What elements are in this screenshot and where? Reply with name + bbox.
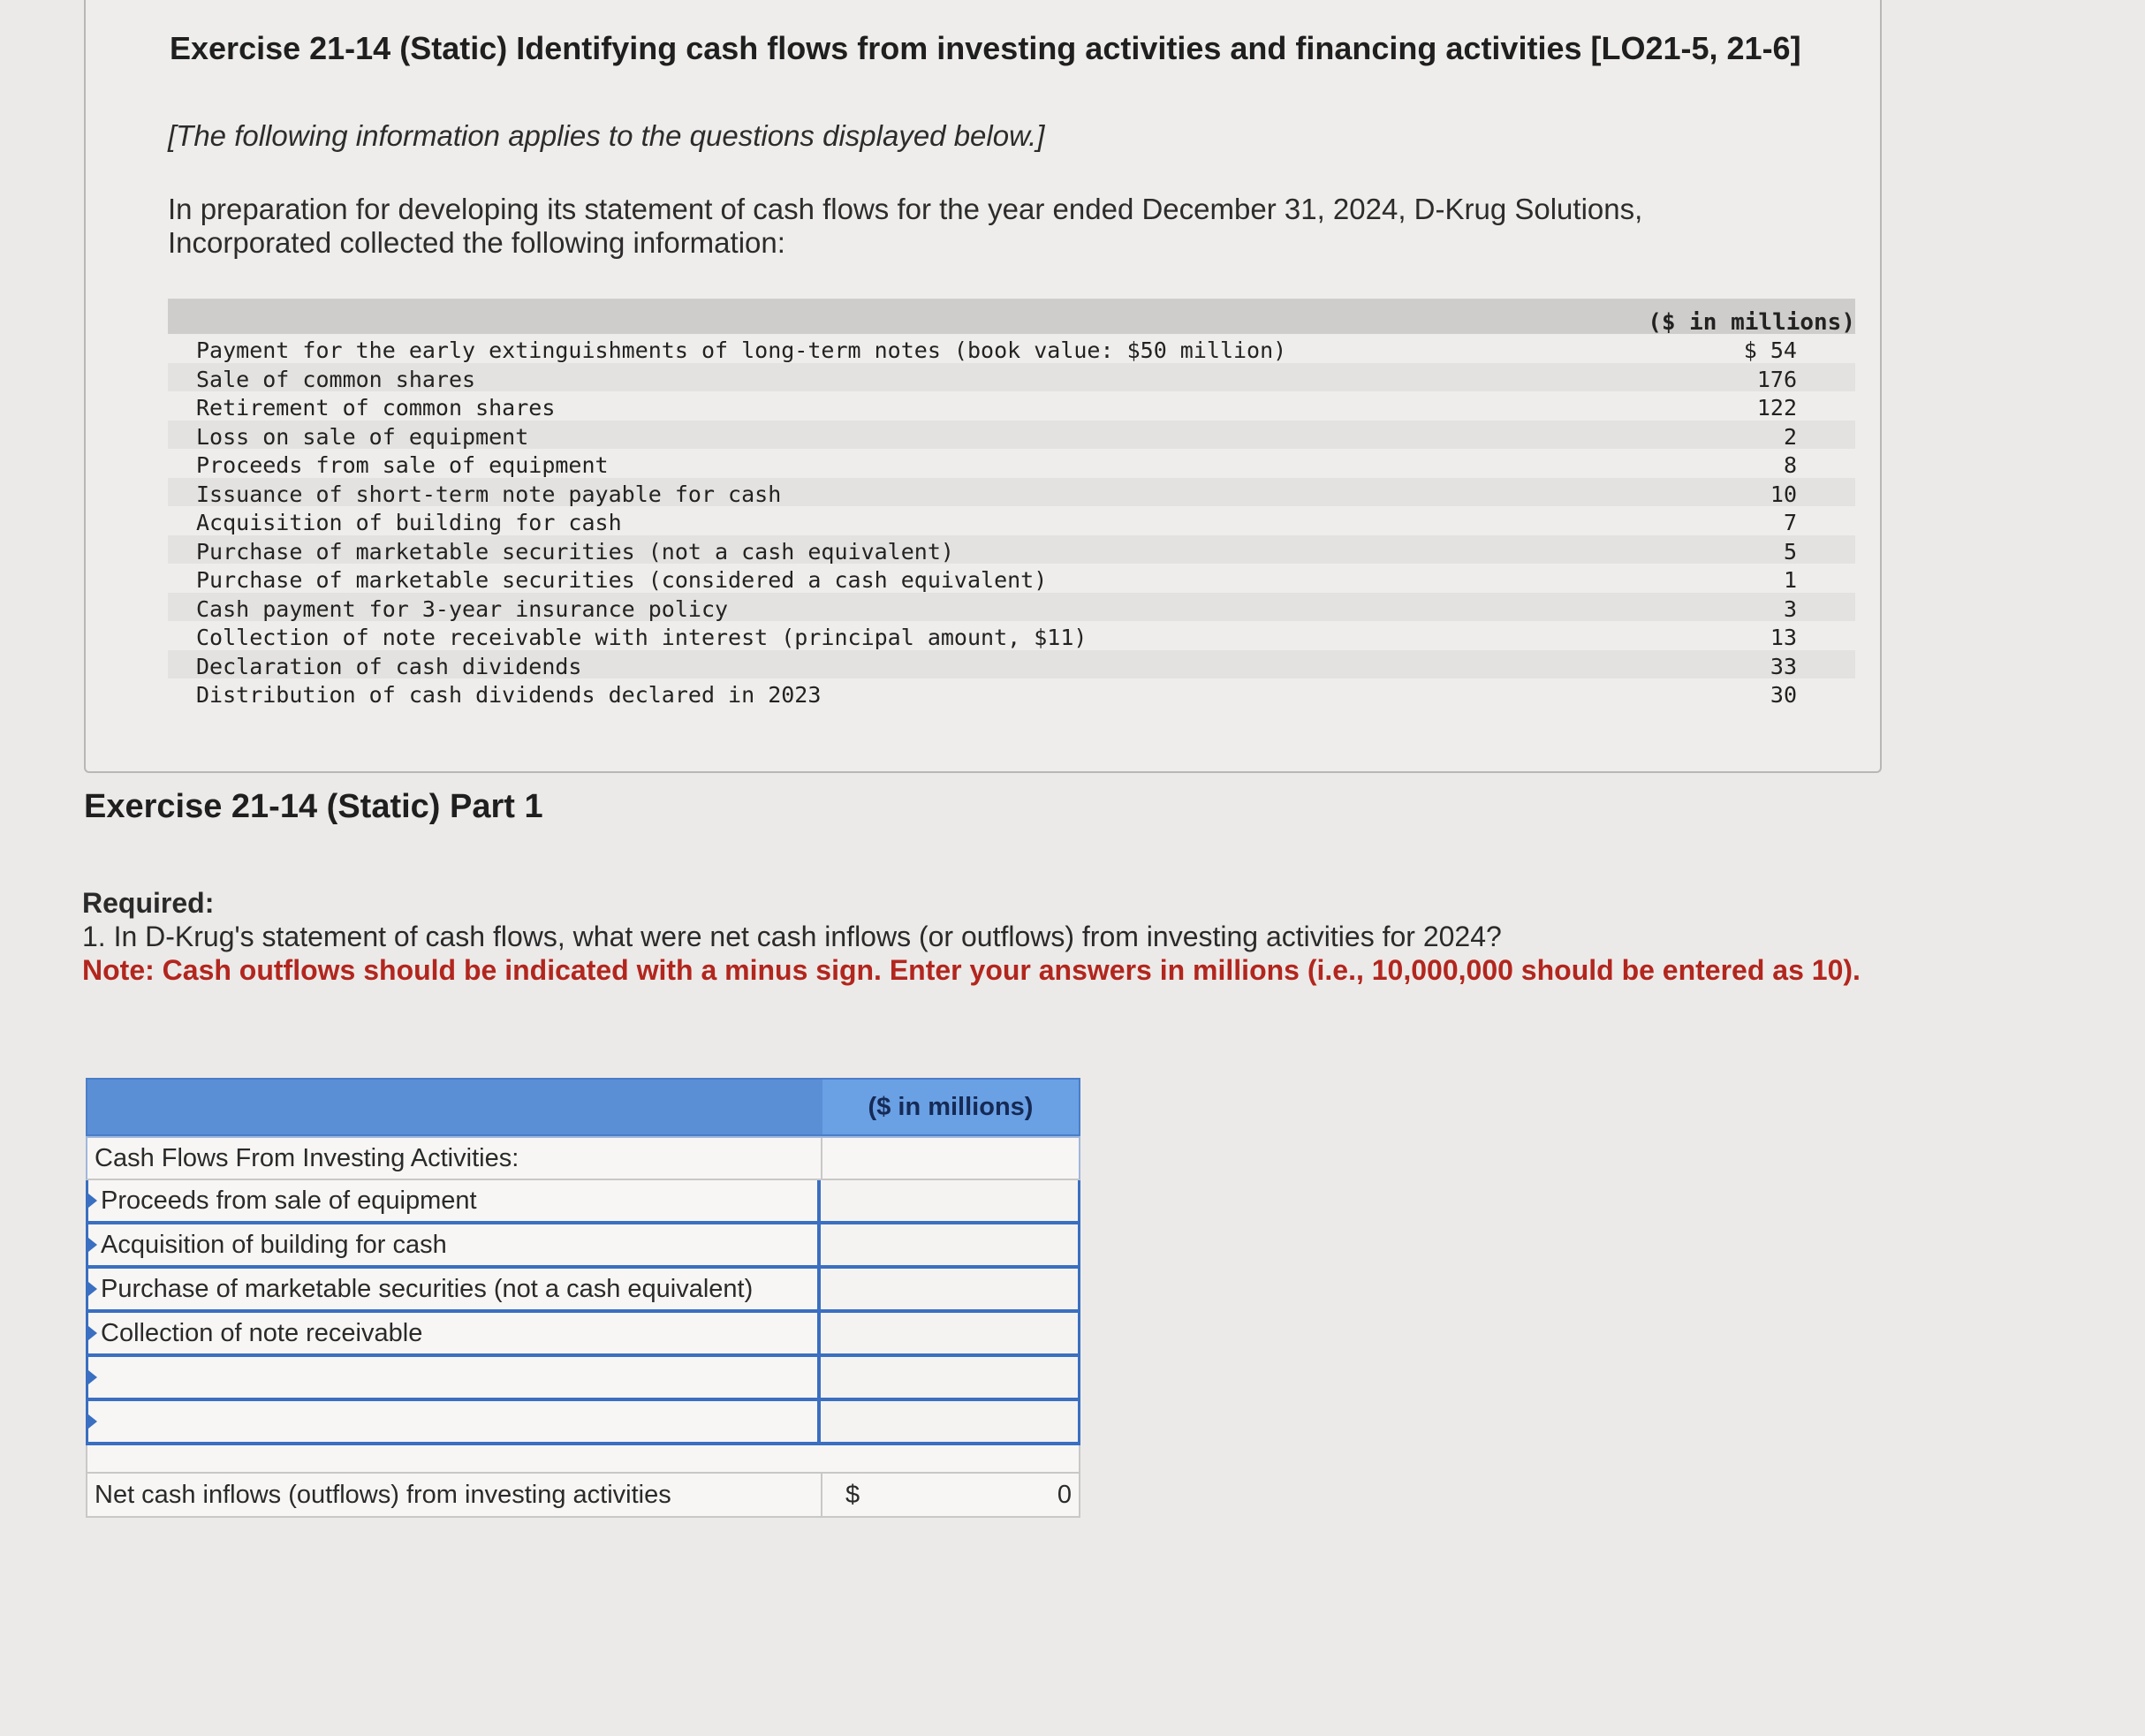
data-row-value: 30 <box>1770 682 1797 708</box>
data-row-value: 2 <box>1783 423 1797 450</box>
data-row <box>168 334 1855 363</box>
answer-row-label: Acquisition of building for cash <box>101 1230 447 1259</box>
data-row-label: Distribution of cash dividends declared in 2023 <box>196 682 822 708</box>
data-row <box>168 506 1855 535</box>
data-table-header <box>168 299 1855 334</box>
data-row-value: 10 <box>1770 481 1797 507</box>
answer-table <box>86 1078 1080 1518</box>
data-row <box>168 564 1855 593</box>
row-marker-icon <box>88 1326 97 1340</box>
data-row-label: Sale of common shares <box>196 366 476 392</box>
answer-row <box>86 1224 1080 1269</box>
data-row-label: Declaration of cash dividends <box>196 653 582 679</box>
data-row <box>168 535 1855 565</box>
data-row-label: Collection of note receivable with interest (principal amount, $11) <box>196 625 1088 650</box>
row-marker-icon <box>88 1370 97 1384</box>
data-row-label: Acquisition of building for cash <box>196 510 622 535</box>
data-row-value: 8 <box>1783 452 1797 478</box>
question-text: 1. In D-Krug's statement of cash flows, what were net cash inflows (or outflows) from investing activities for 2024? <box>82 921 1502 952</box>
answer-row <box>86 1313 1080 1357</box>
row-marker-icon <box>88 1238 97 1252</box>
row-marker-icon <box>88 1414 97 1429</box>
part-title: Exercise 21-14 (Static) Part 1 <box>84 788 543 825</box>
answer-amount-input[interactable] <box>821 1401 1078 1442</box>
answer-row-label: Proceeds from sale of equipment <box>101 1186 477 1215</box>
data-row <box>168 621 1855 650</box>
total-currency: $ <box>845 1480 860 1509</box>
data-row-label: Proceeds from sale of equipment <box>196 452 609 478</box>
row-marker-icon <box>88 1194 97 1208</box>
data-row-label: Payment for the early extinguishments of long-term notes (book value: $50 million) <box>196 337 1287 363</box>
instruction-note: Note: Cash outflows should be indicated with a minus sign. Enter your answers in millions (i.e., 10,000,000 should be entered as 10). <box>82 954 1861 986</box>
data-row-value: 7 <box>1783 510 1797 535</box>
data-row-value: $ 54 <box>1743 337 1797 363</box>
total-value: 0 <box>1057 1480 1072 1509</box>
unit-header: ($ in millions) <box>1648 309 1855 336</box>
answer-row <box>86 1180 1080 1224</box>
data-row-label: Purchase of marketable securities (not a cash equivalent) <box>196 538 954 565</box>
data-row <box>168 363 1855 392</box>
total-label: Net cash inflows (outflows) from investing activities <box>87 1474 822 1516</box>
answer-row <box>86 1401 1080 1445</box>
data-row-value: 33 <box>1770 653 1797 679</box>
answer-row-label: Collection of note receivable <box>101 1318 423 1347</box>
data-row <box>168 478 1855 507</box>
answer-unit-header: ($ in millions) <box>822 1080 1079 1134</box>
data-row-value: 122 <box>1756 395 1797 421</box>
answer-amount-input[interactable] <box>821 1180 1078 1221</box>
data-row-value: 5 <box>1783 538 1797 565</box>
answer-amount-input[interactable] <box>821 1224 1078 1265</box>
data-row-label: Retirement of common shares <box>196 395 556 421</box>
exercise-title: Exercise 21-14 (Static) Identifying cash flows from investing activities and financing activities [LO21-5, 21-6] <box>170 30 1801 66</box>
data-row-value: 176 <box>1756 366 1797 392</box>
data-row <box>168 593 1855 622</box>
answer-amount-input[interactable] <box>821 1313 1078 1353</box>
required-label: Required: <box>82 887 215 919</box>
data-row-value: 3 <box>1783 595 1797 622</box>
answer-row <box>86 1357 1080 1401</box>
data-row <box>168 449 1855 478</box>
data-row <box>168 650 1855 679</box>
data-row <box>168 391 1855 421</box>
answer-row-label: Purchase of marketable securities (not a cash equivalent) <box>101 1274 754 1303</box>
answer-amount-input[interactable] <box>821 1269 1078 1309</box>
data-row <box>168 678 1855 708</box>
data-row-label: Loss on sale of equipment <box>196 423 529 450</box>
answer-table-header <box>86 1078 1080 1136</box>
intro-note: [The following information applies to the questions displayed below.] <box>168 119 1045 152</box>
data-row-label: Cash payment for 3-year insurance policy <box>196 595 729 622</box>
section-row <box>86 1136 1080 1180</box>
answer-row <box>86 1269 1080 1313</box>
answer-amount-input[interactable] <box>821 1357 1078 1398</box>
data-row-value: 13 <box>1770 625 1797 650</box>
total-row <box>86 1472 1080 1518</box>
row-marker-icon <box>88 1282 97 1296</box>
intro-text: In preparation for developing its statement of cash flows for the year ended December 31, 2024, D-Krug Solutions, Incorporated collected the following information: <box>168 193 1643 259</box>
data-table <box>168 299 1855 708</box>
data-row <box>168 421 1855 450</box>
data-row-value: 1 <box>1783 567 1797 593</box>
required-section <box>82 886 1867 987</box>
section-label: Cash Flows From Investing Activities: <box>87 1138 822 1179</box>
data-row-label: Purchase of marketable securities (considered a cash equivalent) <box>196 567 1048 593</box>
data-row-label: Issuance of short-term note payable for cash <box>196 481 782 507</box>
